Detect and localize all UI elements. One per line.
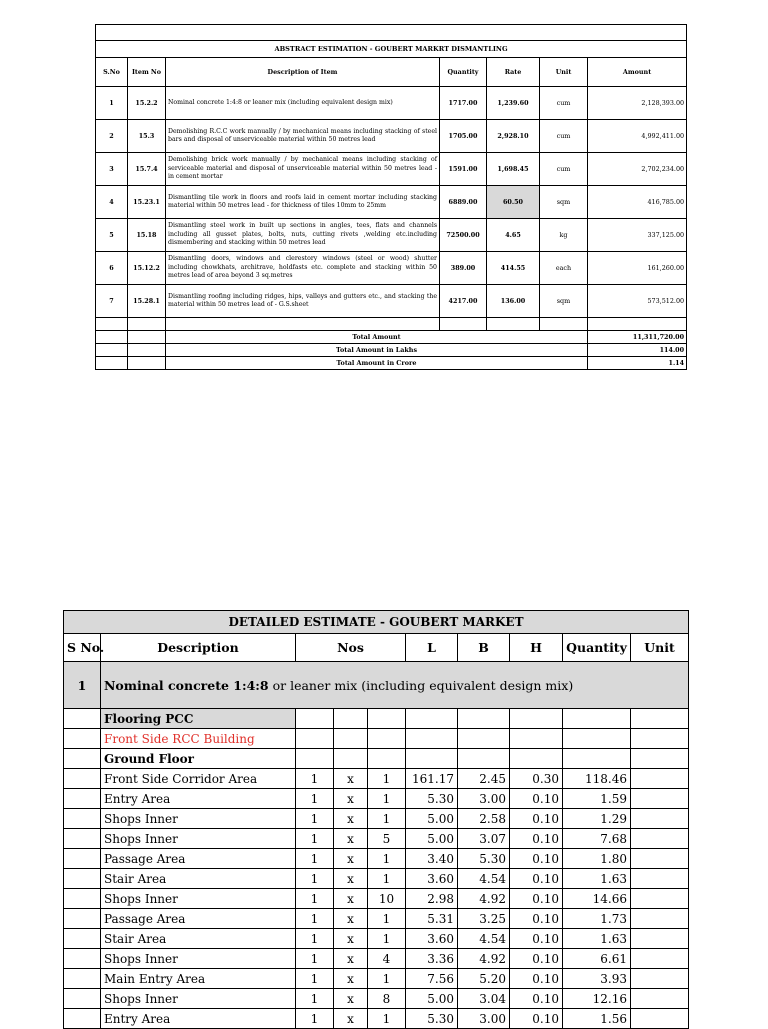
detailed-estimate-table xyxy=(63,610,689,1029)
row-quantity: 6.61 xyxy=(563,949,631,969)
header-quantity: Quantity xyxy=(563,634,631,662)
row-quantity: 7.68 xyxy=(563,829,631,849)
table-row xyxy=(96,186,687,219)
row-count: 1 xyxy=(368,849,406,869)
row-height: 0.10 xyxy=(510,789,563,809)
row-item-no: 15.23.1 xyxy=(128,186,166,219)
row-breadth: 4.92 xyxy=(458,889,510,909)
row-description: Front Side Corridor Area xyxy=(101,769,296,789)
row-description: Dismantling tile work in floors and roofs laid in cement mortar including stacking material within 50 metres lead - for thickness of tiles 10mm to 25mm xyxy=(166,186,440,219)
table-row xyxy=(96,153,687,186)
row-description: Shops Inner xyxy=(101,949,296,969)
row-sno: 5 xyxy=(96,219,128,252)
row-height: 0.10 xyxy=(510,989,563,1009)
row-count: 10 xyxy=(368,889,406,909)
table-row xyxy=(96,252,687,285)
row-description: Entry Area xyxy=(101,1009,296,1029)
row-quantity: 4217.00 xyxy=(440,285,487,318)
table-row xyxy=(96,285,687,318)
row-breadth: 4.92 xyxy=(458,949,510,969)
section-row xyxy=(64,749,689,769)
table-row xyxy=(64,769,689,789)
row-times: x xyxy=(334,889,368,909)
row-unit: sqm xyxy=(540,285,588,318)
row-quantity: 3.93 xyxy=(563,969,631,989)
row-description: Main Entry Area xyxy=(101,969,296,989)
row-breadth: 5.20 xyxy=(458,969,510,989)
row-times: x xyxy=(334,789,368,809)
total-label: Total Amount in Lakhs xyxy=(166,344,588,357)
item-title-bold: Nominal concrete 1:4:8 xyxy=(104,677,269,693)
row-sno: 4 xyxy=(96,186,128,219)
row-times: x xyxy=(334,849,368,869)
row-quantity: 14.66 xyxy=(563,889,631,909)
item-title-rest: or leaner mix (including equivalent design mix) xyxy=(268,677,574,693)
row-description: Shops Inner xyxy=(101,889,296,909)
row-times: x xyxy=(334,989,368,1009)
detailed-title-row xyxy=(64,611,689,634)
row-height: 0.10 xyxy=(510,1009,563,1029)
table-row xyxy=(96,120,687,153)
row-sno: 1 xyxy=(96,87,128,120)
table-row xyxy=(64,1009,689,1029)
row-amount: 4,992,411.00 xyxy=(588,120,687,153)
row-rate: 2,928.10 xyxy=(487,120,540,153)
total-label: Total Amount xyxy=(166,331,588,344)
row-breadth: 2.45 xyxy=(458,769,510,789)
row-height: 0.10 xyxy=(510,929,563,949)
row-quantity: 1.59 xyxy=(563,789,631,809)
row-sno: 3 xyxy=(96,153,128,186)
row-quantity: 1591.00 xyxy=(440,153,487,186)
row-nos: 1 xyxy=(296,769,334,789)
row-count: 5 xyxy=(368,829,406,849)
row-item-no: 15.2.2 xyxy=(128,87,166,120)
row-length: 5.31 xyxy=(406,909,458,929)
row-times: x xyxy=(334,869,368,889)
row-times: x xyxy=(334,769,368,789)
row-description: Passage Area xyxy=(101,909,296,929)
header-l: L xyxy=(406,634,458,662)
row-amount: 337,125.00 xyxy=(588,219,687,252)
header-b: B xyxy=(458,634,510,662)
row-breadth: 3.00 xyxy=(458,1009,510,1029)
header-description: Description of Item xyxy=(166,58,440,87)
detailed-title: DETAILED ESTIMATE - GOUBERT MARKET xyxy=(64,611,689,634)
table-row xyxy=(64,989,689,1009)
row-description: Nominal concrete 1:4:8 or leaner mix (including equivalent design mix) xyxy=(166,87,440,120)
row-count: 1 xyxy=(368,769,406,789)
row-times: x xyxy=(334,909,368,929)
row-times: x xyxy=(334,929,368,949)
table-row xyxy=(64,789,689,809)
row-item-no: 15.28.1 xyxy=(128,285,166,318)
table-row xyxy=(64,949,689,969)
row-times: x xyxy=(334,949,368,969)
row-rate: 60.50 xyxy=(487,186,540,219)
row-height: 0.30 xyxy=(510,769,563,789)
row-quantity: 1.63 xyxy=(563,929,631,949)
row-sno: 7 xyxy=(96,285,128,318)
row-length: 7.56 xyxy=(406,969,458,989)
abstract-title: ABSTRACT ESTIMATION - GOUBERT MARKRT DISMANTLING xyxy=(96,41,687,58)
total-value: 11,311,720.00 xyxy=(588,331,687,344)
row-item-no: 15.18 xyxy=(128,219,166,252)
row-quantity: 1.63 xyxy=(563,869,631,889)
total-value: 1.14 xyxy=(588,357,687,370)
row-unit: cum xyxy=(540,120,588,153)
row-breadth: 4.54 xyxy=(458,869,510,889)
row-height: 0.10 xyxy=(510,869,563,889)
row-breadth: 5.30 xyxy=(458,849,510,869)
row-item-no: 15.7.4 xyxy=(128,153,166,186)
table-row xyxy=(64,969,689,989)
row-quantity: 1.56 xyxy=(563,1009,631,1029)
row-count: 1 xyxy=(368,809,406,829)
row-nos: 1 xyxy=(296,809,334,829)
table-row xyxy=(64,889,689,909)
row-height: 0.10 xyxy=(510,909,563,929)
item-sno: 1 xyxy=(64,662,101,709)
table-row xyxy=(64,809,689,829)
row-nos: 1 xyxy=(296,849,334,869)
header-rate: Rate xyxy=(487,58,540,87)
row-breadth: 3.07 xyxy=(458,829,510,849)
row-count: 1 xyxy=(368,869,406,889)
section-flooring-pcc: Flooring PCC xyxy=(101,709,296,729)
header-nos: Nos xyxy=(296,634,406,662)
row-breadth: 3.25 xyxy=(458,909,510,929)
row-amount: 416,785.00 xyxy=(588,186,687,219)
row-description: Dismantling steel work in built up sections in angles, tees, flats and channels including all gusset plates, bolts, nuts, cutting rivets ,welding etc.including dismembering and stacking within 50 metres lead xyxy=(166,219,440,252)
item-row xyxy=(64,662,689,709)
row-height: 0.10 xyxy=(510,969,563,989)
row-height: 0.10 xyxy=(510,849,563,869)
abstract-estimation-table xyxy=(95,24,687,370)
row-count: 1 xyxy=(368,909,406,929)
row-quantity: 1.29 xyxy=(563,809,631,829)
row-nos: 1 xyxy=(296,969,334,989)
row-sno: 2 xyxy=(96,120,128,153)
row-quantity: 1717.00 xyxy=(440,87,487,120)
row-length: 5.00 xyxy=(406,809,458,829)
table-row xyxy=(64,929,689,949)
row-description: Shops Inner xyxy=(101,829,296,849)
row-breadth: 3.00 xyxy=(458,789,510,809)
row-nos: 1 xyxy=(296,829,334,849)
row-height: 0.10 xyxy=(510,809,563,829)
row-description: Stair Area xyxy=(101,929,296,949)
row-nos: 1 xyxy=(296,949,334,969)
row-description: Demolishing brick work manually / by mechanical means including stacking of serviceable material and disposal of unserviceable material within 50 metres lead - in cement mortar xyxy=(166,153,440,186)
row-count: 4 xyxy=(368,949,406,969)
row-breadth: 2.58 xyxy=(458,809,510,829)
table-row xyxy=(64,869,689,889)
row-amount: 2,702,234.00 xyxy=(588,153,687,186)
section-building: Front Side RCC Building xyxy=(101,729,296,749)
row-sno: 6 xyxy=(96,252,128,285)
row-nos: 1 xyxy=(296,989,334,1009)
row-amount: 573,512.00 xyxy=(588,285,687,318)
row-length: 5.30 xyxy=(406,1009,458,1029)
row-quantity: 1.73 xyxy=(563,909,631,929)
row-unit: each xyxy=(540,252,588,285)
row-description: Stair Area xyxy=(101,869,296,889)
row-length: 161.17 xyxy=(406,769,458,789)
row-quantity: 6889.00 xyxy=(440,186,487,219)
row-nos: 1 xyxy=(296,1009,334,1029)
abstract-top-row xyxy=(96,25,687,41)
row-length: 5.00 xyxy=(406,829,458,849)
row-count: 1 xyxy=(368,969,406,989)
total-row xyxy=(96,331,687,344)
row-length: 3.60 xyxy=(406,869,458,889)
row-unit: cum xyxy=(540,153,588,186)
row-length: 5.00 xyxy=(406,989,458,1009)
row-length: 2.98 xyxy=(406,889,458,909)
table-row xyxy=(96,87,687,120)
row-description: Dismantling doors, windows and clerestory windows (steel or wood) shutter including chowkhats, architrave, holdfasts etc. complete and stacking within 50 metres lead of area beyond 3 sq.metres xyxy=(166,252,440,285)
row-quantity: 1705.00 xyxy=(440,120,487,153)
section-row xyxy=(64,729,689,749)
row-description: Shops Inner xyxy=(101,809,296,829)
row-nos: 1 xyxy=(296,869,334,889)
table-row xyxy=(64,849,689,869)
row-rate: 1,698.45 xyxy=(487,153,540,186)
header-item-no: Item No xyxy=(128,58,166,87)
table-row xyxy=(64,909,689,929)
row-times: x xyxy=(334,969,368,989)
row-amount: 161,260.00 xyxy=(588,252,687,285)
header-sno: S.No xyxy=(96,58,128,87)
row-count: 1 xyxy=(368,929,406,949)
row-quantity: 72500.00 xyxy=(440,219,487,252)
row-rate: 414.55 xyxy=(487,252,540,285)
row-length: 3.60 xyxy=(406,929,458,949)
row-breadth: 4.54 xyxy=(458,929,510,949)
row-quantity: 12.16 xyxy=(563,989,631,1009)
row-unit: cum xyxy=(540,87,588,120)
header-quantity: Quantity xyxy=(440,58,487,87)
row-breadth: 3.04 xyxy=(458,989,510,1009)
row-amount: 2,128,393.00 xyxy=(588,87,687,120)
header-sno: S No. xyxy=(64,634,101,662)
row-count: 1 xyxy=(368,789,406,809)
section-ground-floor: Ground Floor xyxy=(101,749,296,769)
table-row xyxy=(64,829,689,849)
row-description: Dismantling roofing including ridges, hips, valleys and gutters etc., and stacking the material within 50 metres lead of - G.S.sheet xyxy=(166,285,440,318)
row-height: 0.10 xyxy=(510,829,563,849)
row-description: Entry Area xyxy=(101,789,296,809)
row-count: 8 xyxy=(368,989,406,1009)
table-row xyxy=(96,219,687,252)
header-unit: Unit xyxy=(631,634,689,662)
row-times: x xyxy=(334,809,368,829)
row-description: Shops Inner xyxy=(101,989,296,1009)
total-row xyxy=(96,344,687,357)
row-rate: 4.65 xyxy=(487,219,540,252)
header-amount: Amount xyxy=(588,58,687,87)
row-nos: 1 xyxy=(296,929,334,949)
abstract-spacer-row xyxy=(96,318,687,331)
total-label: Total Amount in Crore xyxy=(166,357,588,370)
total-row xyxy=(96,357,687,370)
row-item-no: 15.12.2 xyxy=(128,252,166,285)
row-description: Passage Area xyxy=(101,849,296,869)
row-unit: sqm xyxy=(540,186,588,219)
abstract-title-row xyxy=(96,41,687,58)
item-title xyxy=(101,662,689,709)
header-h: H xyxy=(510,634,563,662)
row-item-no: 15.3 xyxy=(128,120,166,153)
row-unit: kg xyxy=(540,219,588,252)
row-length: 3.40 xyxy=(406,849,458,869)
row-count: 1 xyxy=(368,1009,406,1029)
row-times: x xyxy=(334,1009,368,1029)
row-height: 0.10 xyxy=(510,949,563,969)
row-length: 5.30 xyxy=(406,789,458,809)
row-height: 0.10 xyxy=(510,889,563,909)
total-value: 114.00 xyxy=(588,344,687,357)
row-nos: 1 xyxy=(296,889,334,909)
row-quantity: 1.80 xyxy=(563,849,631,869)
header-description: Description xyxy=(101,634,296,662)
abstract-header-row xyxy=(96,58,687,87)
section-row xyxy=(64,709,689,729)
row-quantity: 389.00 xyxy=(440,252,487,285)
row-length: 3.36 xyxy=(406,949,458,969)
row-times: x xyxy=(334,829,368,849)
row-description: Demolishing R.C.C work manually / by mechanical means including stacking of steel bars and disposal of unserviceable material within 50 metres lead xyxy=(166,120,440,153)
row-nos: 1 xyxy=(296,909,334,929)
header-unit: Unit xyxy=(540,58,588,87)
row-rate: 136.00 xyxy=(487,285,540,318)
detailed-header-row xyxy=(64,634,689,662)
row-quantity: 118.46 xyxy=(563,769,631,789)
row-nos: 1 xyxy=(296,789,334,809)
row-rate: 1,239.60 xyxy=(487,87,540,120)
